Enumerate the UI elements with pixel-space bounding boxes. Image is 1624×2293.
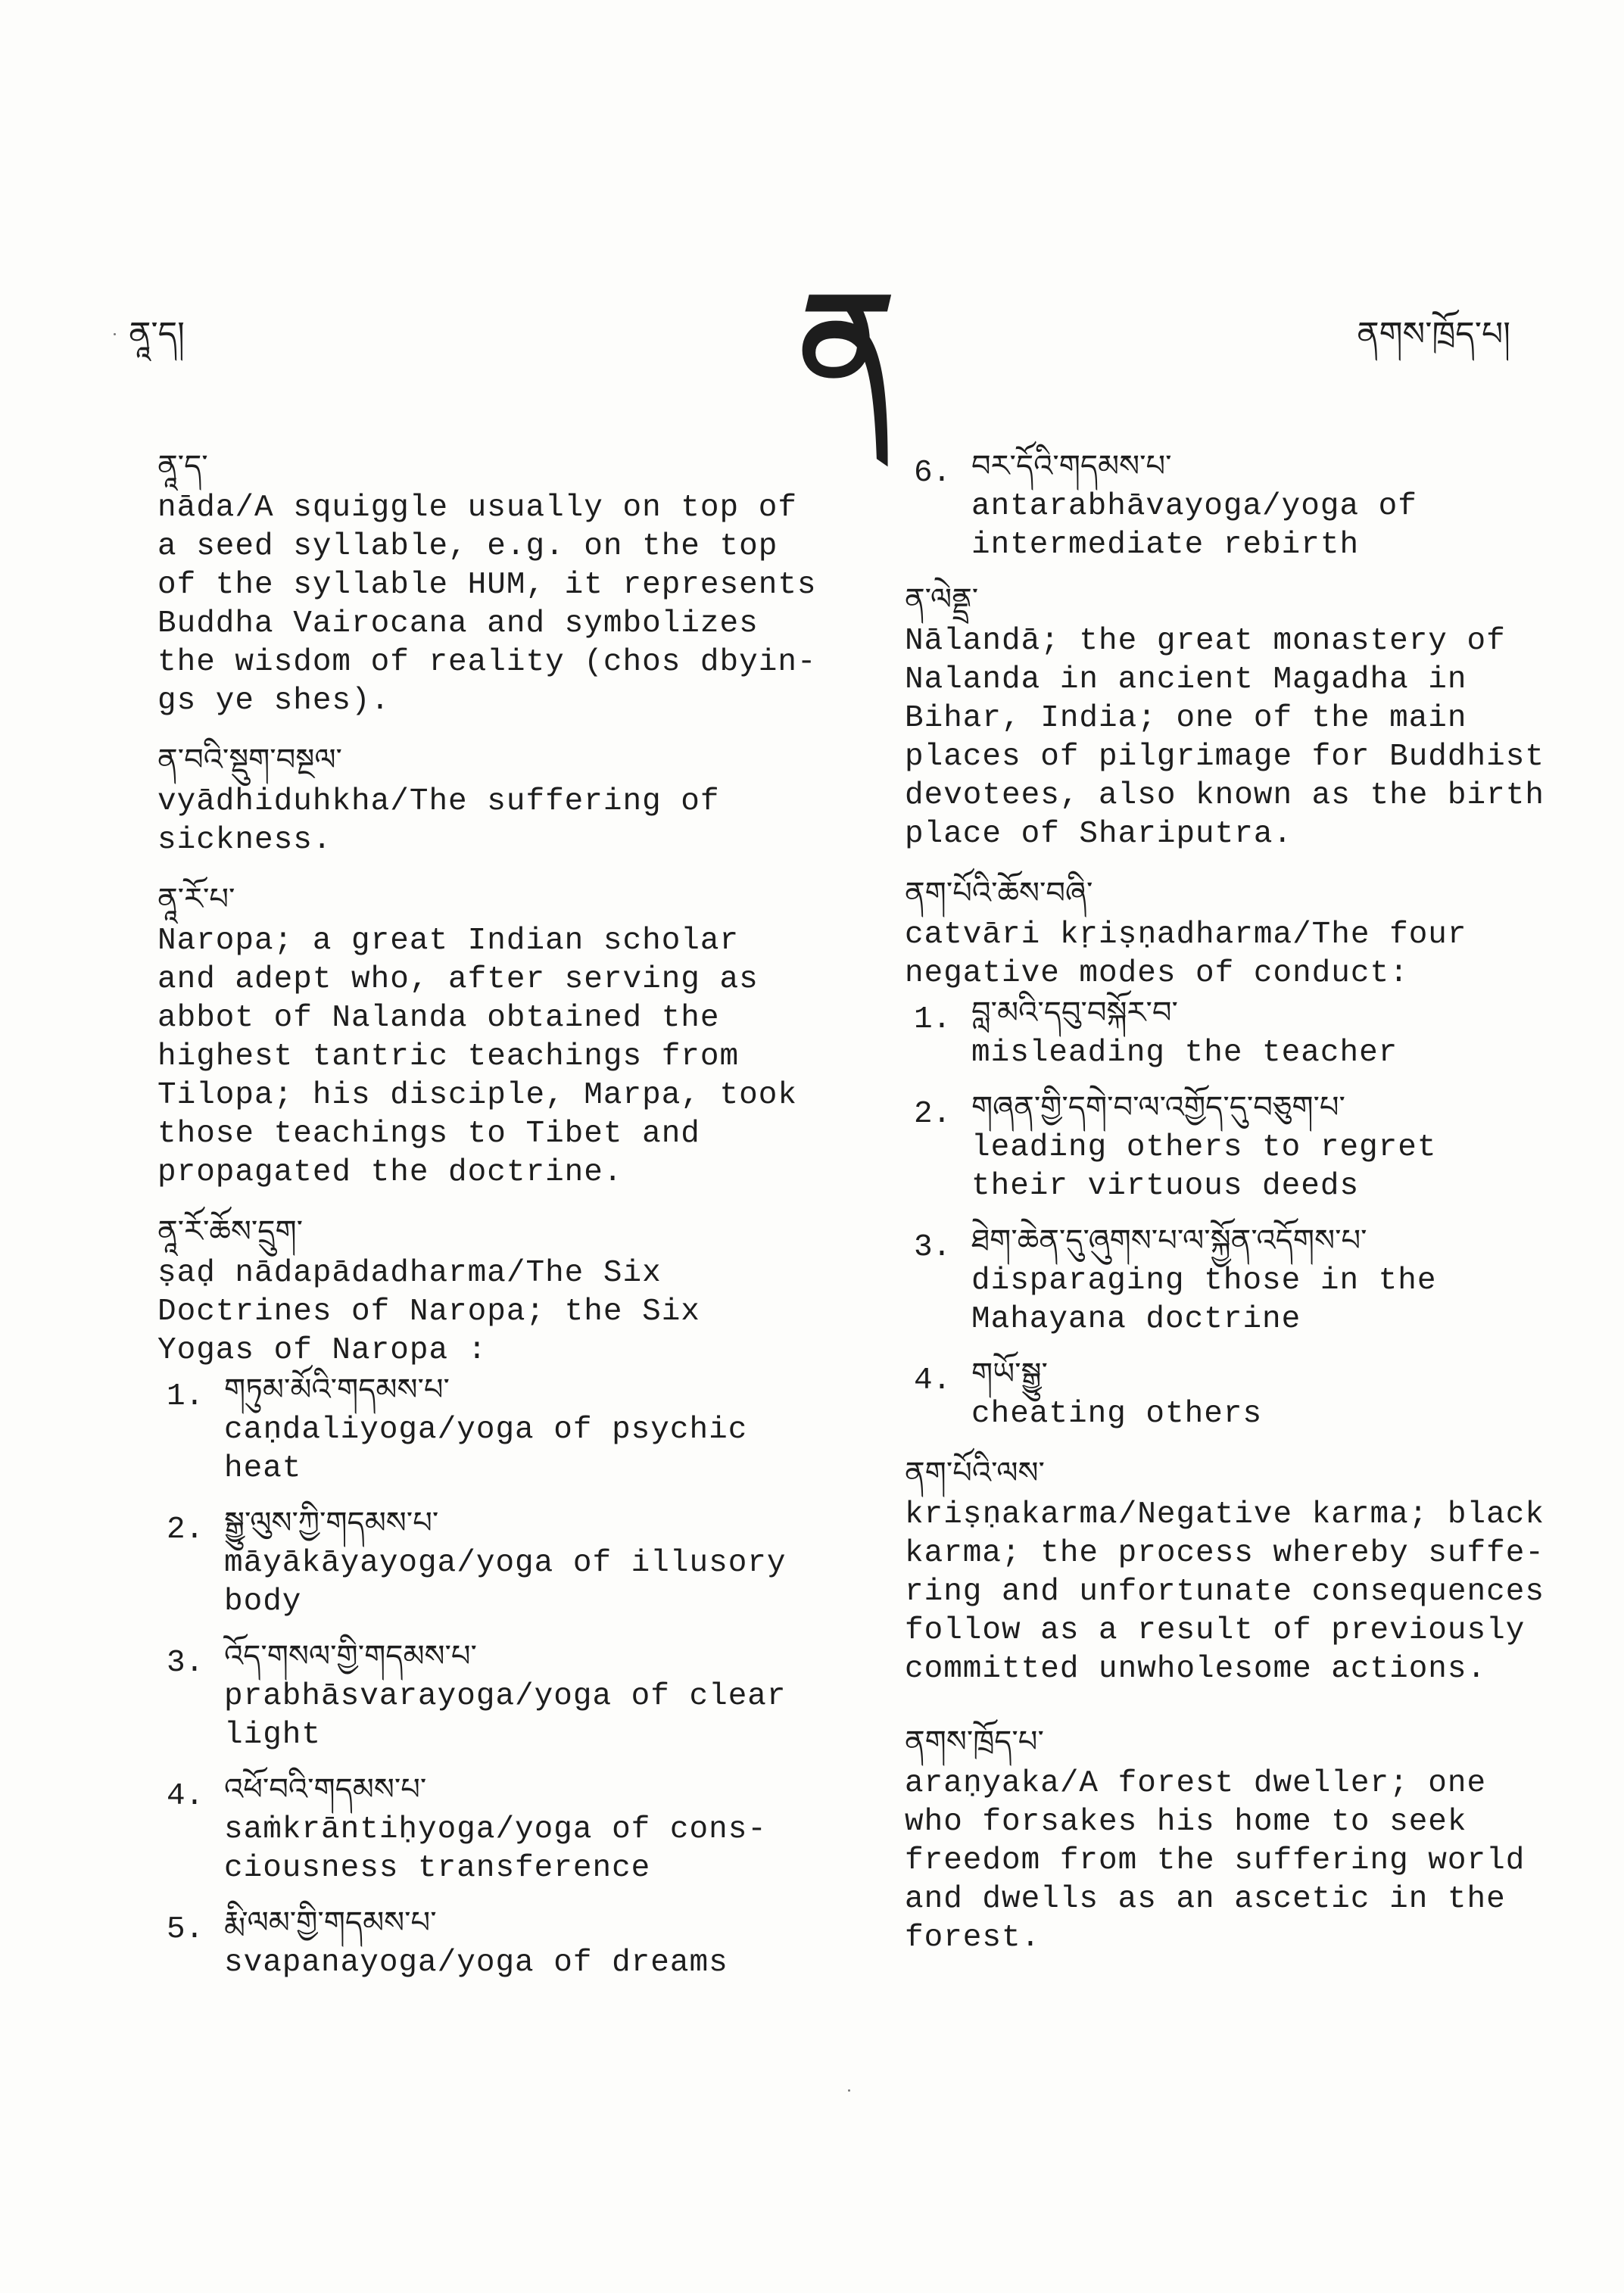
item-tibetan: ཐེག་ཆེན་དུ་ཞུགས་པ་ལ་སྐྱོན་འདོགས་པ་ [971,1223,1367,1258]
entry-definition: nāda/A squiggle usually on top of a seed syllable, e.g. on the top of the syllable HUM, it represents Buddha Vairocana and symbolizes the wisdom of reality (chos dbyin- gs ye shes). [157,491,817,718]
item-tibetan: གཏུམ་མོའི་གདམས་པ་ [224,1372,450,1407]
item-tibetan: གཡོ་སྒྱུ་ [971,1357,1048,1391]
item-text: cheating others [971,1397,1263,1432]
item-number: 6. [914,456,952,491]
item-number: 2. [914,1097,952,1132]
item-number: 4. [914,1363,952,1398]
item-tibetan: བླ་མའི་དབུ་བསྐོར་བ་ [971,995,1178,1030]
list-item [157,1770,839,1888]
list-item [905,1221,1586,1339]
entry-nalanda [905,580,1586,854]
right-column [905,447,1586,1977]
entry-four-negative-modes [905,874,1586,1434]
scan-speck [848,2089,850,2092]
entry-aranyaka [905,1722,1586,1958]
item-number: 2. [167,1513,204,1547]
list-item [157,1370,839,1488]
entry-naropa [157,880,839,1192]
item-text: svapanayoga/yoga of dreams [224,1946,728,1980]
negative-modes-list [905,993,1586,1434]
item-tibetan: བར་དོའི་གདམས་པ་ [971,449,1172,484]
list-item [905,993,1586,1073]
entry-headword: ནག་པོའི་ལས་ [905,1456,1045,1491]
scan-speck [114,333,116,335]
left-column [157,447,839,2002]
item-text: disparaging those in the Mahayana doctrine [971,1263,1437,1337]
entry-headword: ནཱ་ད་ [157,449,208,484]
entry-krisnakarma [905,1453,1586,1689]
entry-definition: catvāri kṛiṣṇadharma/The four negative modes of conduct: [905,918,1467,991]
list-item [157,1637,839,1755]
item-tibetan: གཞན་གྱི་དགེ་བ་ལ་འགྱོད་དུ་བཅུག་པ་ [971,1090,1345,1125]
item-text: antarabhāvayoga/yoga of intermediate rebirth [971,489,1417,562]
list-item [905,1354,1586,1434]
item-text: caṇdaliyoga/yoga of psychic heat [224,1413,748,1486]
entry-vyadhiduhkha [157,740,839,860]
running-head-right: ནགས་ཁྲོད་པ། [1357,315,1510,354]
entry-definition: ṣaḍ nādapādadharma/The Six Doctrines of Naropa; the Six Yogas of Naropa : [157,1256,700,1368]
list-item [157,1903,839,1983]
item-text: māyākāyayoga/yoga of illusory body [224,1546,787,1619]
entry-headword: ན་བའི་སྡུག་བསྔལ་ [157,743,342,777]
list-item [905,447,1586,565]
list-item [157,1503,839,1622]
item-text: prabhāsvarayoga/yoga of clear light [224,1679,787,1752]
entry-definition: Nālandā; the great monastery of Nalanda in ancient Magadha in Bihar, India; one of the main places of pilgrimage for Buddhist devotees, also known as the birth place of Shariputra. [905,624,1545,852]
running-head-left: ནཱ་ད། [129,315,185,354]
entry-definition: vyādhiduhkha/The suffering of sickness. [157,784,720,858]
entry-definition: Naropa; a great Indian scholar and adept who, after serving as abbot of Nalanda obtained the highest tantric teachings from Tilopa; his disciple, Marpa, took those teachings to Tibet and propagated the doctrine. [157,924,797,1190]
entry-nada [157,447,839,721]
item-tibetan: སྒྱུ་ལུས་ཀྱི་གདམས་པ་ [224,1506,439,1541]
entry-definition: kriṣṇakarma/Negative karma; black karma; the process whereby suffe- ring and unfortunate consequences follow as a result of previously committed unwholesome actions. [905,1497,1545,1687]
item-number: 3. [914,1230,952,1265]
item-number: 1. [914,1002,952,1037]
entry-definition: araṇyaka/A forest dweller; one who forsakes his home to seek freedom from the suffering world and dwells as an ascetic in the forest. [905,1766,1526,1955]
item-text: leading others to regret their virtuous deeds [971,1130,1437,1204]
item-number: 4. [167,1779,204,1814]
list-item [905,1088,1586,1206]
entry-headword: ནཱ་རོ་ཆོས་དྲུག་ [157,1214,303,1249]
six-yogas-list [157,1370,839,1983]
item-tibetan: འཕོ་བའི་གདམས་པ་ [224,1772,427,1807]
item-text: misleading the teacher [971,1036,1398,1070]
item-tibetan: འོད་གསལ་གྱི་གདམས་པ་ [224,1639,477,1674]
entry-headword: ནགས་ཁྲོད་པ་ [905,1724,1044,1759]
entry-headword: ནཱ་རོ་པ་ [157,882,235,917]
entry-six-doctrines [157,1212,839,1983]
item-number: 1. [167,1379,204,1414]
item-number: 5. [167,1912,204,1947]
entry-headword: ནག་པོའི་ཆོས་བཞི་ [905,876,1093,911]
item-tibetan: རྨི་ལམ་གྱི་གདམས་པ་ [224,1905,437,1940]
continued-list [905,447,1586,565]
item-text: saṁkrāntiḥyoga/yoga of cons- ciousness transference [224,1812,767,1886]
item-number: 3. [167,1646,204,1681]
section-letter: ན [799,260,895,428]
entry-headword: ན་ལེནྡྲ་ [905,582,979,617]
